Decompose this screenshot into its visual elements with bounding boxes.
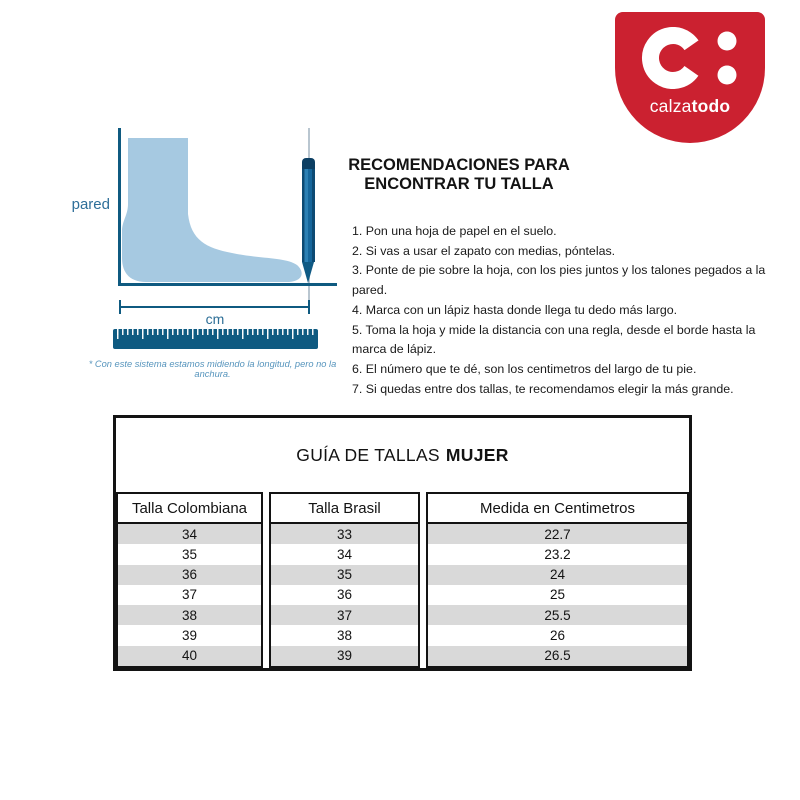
column-talla-colombiana	[116, 492, 263, 668]
step-item: 4. Marca con un lápiz hasta donde llega tu dedo más largo.	[352, 302, 678, 317]
table-cell: 23.2	[544, 546, 571, 562]
table-cell: 22.7	[428, 524, 687, 544]
column-header: Medida en Centimetros	[428, 494, 687, 524]
table-cell: 38	[336, 628, 353, 644]
recommendations-title	[338, 156, 580, 194]
recommendations-title-line1: RECOMENDACIONES PARA	[348, 156, 570, 174]
measure-line	[120, 306, 310, 308]
ruler-ticks-long	[117, 329, 314, 339]
table-cell: 26	[549, 628, 566, 644]
table-cell: 24	[428, 565, 687, 585]
step-item: 6. El número que te dé, son los centimetros del largo de tu pie.	[352, 361, 697, 376]
measure-tick-left	[119, 300, 121, 314]
diagram-footnote: * Con este sistema estamos midiendo la longitud, pero no la anchura.	[88, 359, 337, 379]
recommendations-title-line2: ENCONTRAR TU TALLA	[364, 175, 554, 193]
floor-line	[118, 283, 337, 286]
table-cell: 25.5	[428, 605, 687, 625]
step-item: 5. Toma la hoja y mide la distancia con una regla, desde el borde hasta la marca de lápiz.	[352, 322, 756, 357]
column-talla-brasil	[269, 492, 420, 668]
pencil-icon	[302, 158, 315, 283]
brand-wordmark-bold: todo	[691, 96, 731, 116]
wall-label: pared	[71, 196, 110, 213]
table-cell: 25	[549, 587, 566, 603]
recommendations-steps	[352, 222, 772, 399]
table-cell: 35	[181, 546, 198, 562]
c-colon-icon	[641, 27, 739, 89]
size-table-columns	[116, 492, 689, 668]
table-cell: 39	[271, 646, 418, 666]
table-cell: 38	[118, 605, 261, 625]
measure-tick-right	[308, 300, 310, 314]
table-cell: 34	[118, 524, 261, 544]
size-table	[113, 415, 692, 671]
step-item: 1. Pon una hoja de papel en el suelo.	[352, 224, 557, 238]
table-cell: 34	[336, 546, 353, 562]
column-medida-centimetros	[426, 492, 689, 668]
table-cell: 33	[271, 524, 418, 544]
brand-logo	[615, 12, 765, 143]
step-item: 7. Si quedas entre dos tallas, te recomendamos elegir la más grande.	[352, 381, 734, 396]
brand-wordmark-regular: calza	[649, 96, 692, 116]
table-cell: 40	[118, 646, 261, 666]
table-cell: 37	[181, 587, 198, 603]
ruler-icon	[113, 329, 318, 349]
table-cell: 36	[336, 587, 353, 603]
pencil-tip	[302, 262, 314, 283]
table-cell: 36	[118, 565, 261, 585]
pencil-cap	[302, 158, 315, 169]
column-header: Talla Brasil	[271, 494, 418, 524]
cm-label: cm	[205, 311, 225, 327]
step-item: 2. Si vas a usar el zapato con medias, póntelas.	[352, 243, 616, 258]
size-table-title	[116, 418, 689, 492]
step-item: 3. Ponte de pie sobre la hoja, con los pies juntos y los talones pegados a la pared.	[352, 263, 766, 298]
table-cell: 26.5	[428, 646, 687, 666]
size-table-title-regular: GUÍA DE TALLAS	[296, 444, 440, 465]
table-cell: 37	[271, 605, 418, 625]
pencil-body	[302, 169, 315, 262]
size-table-title-bold: MUJER	[445, 444, 509, 465]
brand-wordmark	[650, 96, 731, 117]
foot-illustration	[118, 136, 304, 284]
table-cell: 35	[271, 565, 418, 585]
column-header: Talla Colombiana	[118, 494, 261, 524]
table-cell: 39	[181, 628, 198, 644]
